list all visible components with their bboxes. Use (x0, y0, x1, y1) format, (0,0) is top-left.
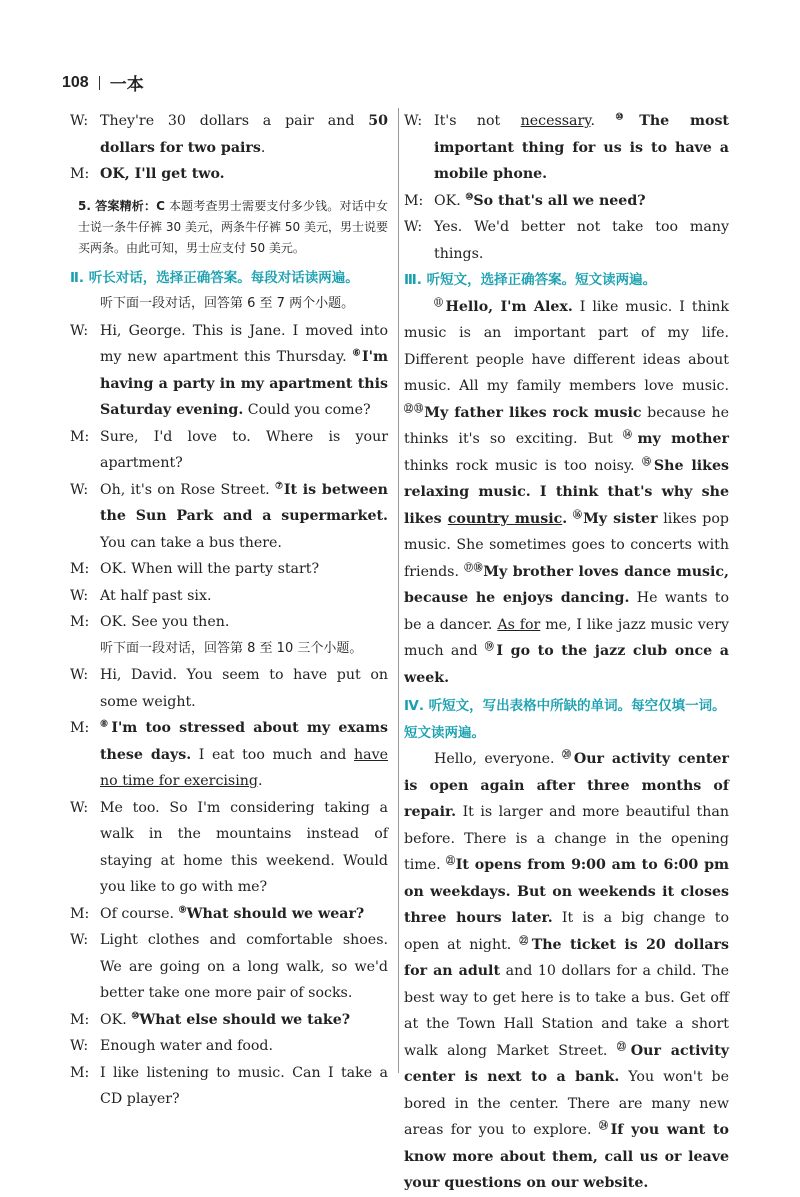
line-text: They're 30 dollars a pair and (100, 113, 369, 129)
speaker-label: M: (70, 614, 90, 630)
key-phrase: So that's all we need? (473, 192, 646, 209)
key-phrase: She likes relaxing music. I think that's why she likes (404, 457, 729, 527)
question-marker: ⑮ (641, 456, 654, 467)
brand-logo-text: 一本 (109, 75, 144, 95)
question-marker: ⑭ (622, 430, 638, 441)
question-marker: ⑰⑱ (464, 562, 484, 573)
speaker-label: M: (70, 561, 90, 577)
dialogue-line (70, 477, 388, 557)
speaker-label: W: (70, 322, 89, 339)
line-text: OK. See you then. (100, 614, 230, 630)
question-marker: ⑩ (465, 191, 474, 202)
speaker-label: W: (404, 219, 423, 235)
section-heading-4: Ⅳ. 听短文，写出表格中所缺的单词。每空仅填一词。短文读两遍。 (404, 698, 726, 741)
key-phrase: What should we wear? (186, 905, 365, 922)
line-text: I like listening to music. Can I take a CD player? (100, 1064, 388, 1107)
dialogue-line (70, 161, 388, 188)
line-text: It's not (434, 113, 521, 129)
key-phrase: It is between the Sun Park and a supermarket. (100, 481, 388, 524)
section-heading-2: Ⅱ. 听长对话，选择正确答案。每段对话读两遍。 (70, 269, 359, 286)
dialogue-line (70, 1033, 388, 1060)
dialogue-line (70, 318, 388, 424)
question-marker: ⑦ (275, 480, 284, 491)
line-text: . (260, 139, 266, 156)
answer-title: 5. 答案精析：C (78, 198, 165, 213)
speaker-label: W: (70, 667, 89, 683)
question-marker: ⑲ (484, 642, 497, 653)
question-marker: ⑥ (352, 348, 362, 359)
line-text: At half past six. (100, 587, 212, 604)
key-phrase: My father likes rock music (424, 404, 642, 421)
key-phrase: Our activity center is open again after three months of repair. (404, 751, 729, 820)
dialogue-line (70, 1007, 388, 1034)
line-text: Hi, David. You seem to have put on some weight. (100, 667, 388, 710)
line-text: Hi, George. This is Jane. I moved into my new apartment this Thursday. (100, 322, 388, 365)
speaker-label: W: (70, 932, 89, 948)
line-text: Oh, it's on Rose Street. (100, 481, 275, 498)
key-phrase: I go to the jazz club once a week. (404, 643, 729, 686)
key-phrase: My brother loves dance music, because he enjoys dancing. (404, 563, 729, 606)
section-heading-3: Ⅲ. 听短文，选择正确答案。短文读两遍。 (404, 272, 657, 288)
line-text: OK. (100, 1011, 132, 1028)
dialogue-line (70, 901, 388, 928)
dialogue-line (70, 609, 388, 636)
speaker-label: W: (70, 113, 89, 129)
dialogue-line (404, 108, 729, 188)
passage-text: It is larger and more beautiful than before. There is a change in the opening time. (404, 804, 729, 873)
speaker-label: M: (404, 192, 424, 209)
passage-text: It is a big change to open at night. (404, 910, 729, 953)
key-phrase: . (562, 510, 568, 527)
passage-text: thinks rock music is too noisy. (404, 457, 642, 474)
key-phrase: If you want to know more about them, call us or leave your questions on our website. (404, 1122, 729, 1191)
dialogue-line (70, 424, 388, 477)
dialogue-line (70, 715, 388, 795)
line-text: OK. When will the party start? (100, 561, 320, 577)
question-marker: ㉓ (616, 1041, 631, 1052)
line-text: Could you come? (243, 402, 371, 418)
dialogue-line (70, 108, 388, 161)
question-marker: ⑧ (100, 719, 112, 730)
dialogue-line (70, 556, 388, 583)
line-text: . (257, 773, 263, 789)
key-phrase: The most important thing for us is to have a mobile phone. (434, 113, 729, 182)
header-divider (99, 76, 100, 90)
dialogue-line (70, 662, 388, 715)
left-column (70, 108, 388, 1113)
line-text: Me too. So I'm considering taking a walk in the mountains instead of staying at home this weekend. Would you like to go with me? (100, 799, 388, 895)
dialogue-line (70, 1060, 388, 1113)
dialogue-line (70, 795, 388, 901)
key-phrase: 50 dollars for two pairs (100, 113, 388, 156)
passage-text: and 10 dollars for a child. The best way to get here is to take a bus. Get off at the Town Hall Station and take a short walk along Market Street. (404, 963, 729, 1059)
passage-text: He wants to be a dancer. (404, 590, 729, 633)
line-text: OK. (434, 192, 466, 209)
line-text: Enough water and food. (100, 1038, 274, 1054)
instruction: 听下面一段对话，回答第 6 至 7 两个小题。 (100, 296, 355, 311)
passage-text: Hello, everyone. (434, 751, 562, 767)
page-header (62, 70, 144, 95)
speaker-label: W: (70, 481, 89, 498)
key-phrase: What else should we take? (139, 1011, 351, 1028)
line-text: . (590, 113, 616, 129)
speaker-label: M: (70, 428, 90, 445)
speaker-label: W: (70, 587, 89, 604)
question-marker: ⑩ (615, 112, 640, 123)
question-marker: ⑳ (561, 750, 574, 761)
underlined-phrase: necessary (520, 113, 591, 129)
passage-music (404, 294, 729, 692)
passage-text: You won't be bored in the center. There are many new areas for you to explore. (404, 1069, 729, 1138)
line-text: Yes. We'd better not take too many things. (434, 219, 729, 262)
line-text: Light clothes and comfortable shoes. We are going on a long walk, so we'd better take one more pair of socks. (100, 932, 388, 1001)
question-marker: ㉔ (598, 1121, 611, 1132)
dialogue-line (404, 214, 729, 267)
line-text: Sure, I'd love to. Where is your apartment? (100, 428, 388, 471)
dialogue-line (70, 583, 388, 610)
answer-explanation (78, 196, 388, 259)
column-divider (398, 108, 399, 1073)
key-phrase: The ticket is 20 dollars for an adult (404, 936, 729, 979)
line-text: You can take a bus there. (100, 534, 282, 551)
key-phrase: OK, I'll get two. (100, 166, 225, 182)
passage-text: I like music. I think music is an important part of my life. Different people have different ideas about music. All my family members love music. (404, 298, 729, 394)
passage-activity-center (404, 746, 729, 1197)
passage-text: me, I like jazz music very much and (404, 616, 729, 659)
question-marker: ⑫⑬ (404, 403, 425, 414)
question-marker: ⑪ (434, 297, 446, 308)
instruction: 听下面一段对话，回答第 8 至 10 三个小题。 (100, 640, 363, 656)
speaker-label: M: (70, 720, 90, 736)
underlined-phrase: As for (497, 616, 541, 633)
passage-text: because he thinks it's so exciting. But (404, 404, 729, 447)
key-phrase: Hello, I'm Alex. (445, 298, 573, 315)
key-phrase: I'm too stressed about my exams these days. (100, 720, 388, 763)
line-text: I eat too much and (191, 746, 354, 763)
key-phrase: It opens from 9:00 am to 6:00 pm on weekdays. But on weekends it closes three hours later. (404, 857, 730, 926)
question-marker: ⑩ (131, 1010, 140, 1021)
speaker-label: M: (70, 166, 90, 182)
question-marker: ㉒ (519, 935, 532, 946)
dialogue-line (70, 927, 388, 1007)
underlined-phrase: have no time for exercising (100, 746, 388, 789)
line-text: Of course. (100, 905, 179, 922)
speaker-label: M: (70, 905, 90, 922)
key-phrase: I'm having a party in my apartment this Saturday evening. (100, 349, 388, 418)
underlined-key-phrase: country music (447, 510, 563, 527)
speaker-label: W: (404, 113, 423, 129)
speaker-label: M: (70, 1011, 90, 1028)
answer-text: 本题考查男士需要支付多少钱。对话中女士说一条牛仔裤 30 美元，两条牛仔裤 50 美元，男士说要买两条。由此可知，男士应支付 50 美元。 (78, 198, 388, 255)
speaker-label: M: (70, 1064, 90, 1081)
key-phrase: My sister (583, 510, 658, 527)
question-marker: ⑯ (572, 509, 584, 520)
question-marker: ⑨ (178, 904, 187, 915)
page-number: 108 (62, 73, 89, 91)
key-phrase: Our activity center is next to a bank. (404, 1042, 729, 1085)
key-phrase: my mother (637, 431, 729, 447)
speaker-label: W: (70, 799, 89, 816)
right-column (404, 108, 729, 1197)
dialogue-line (404, 188, 729, 215)
question-marker: ㉑ (445, 856, 456, 867)
speaker-label: W: (70, 1038, 89, 1054)
passage-text: likes pop music. She sometimes goes to concerts with friends. (404, 510, 729, 580)
